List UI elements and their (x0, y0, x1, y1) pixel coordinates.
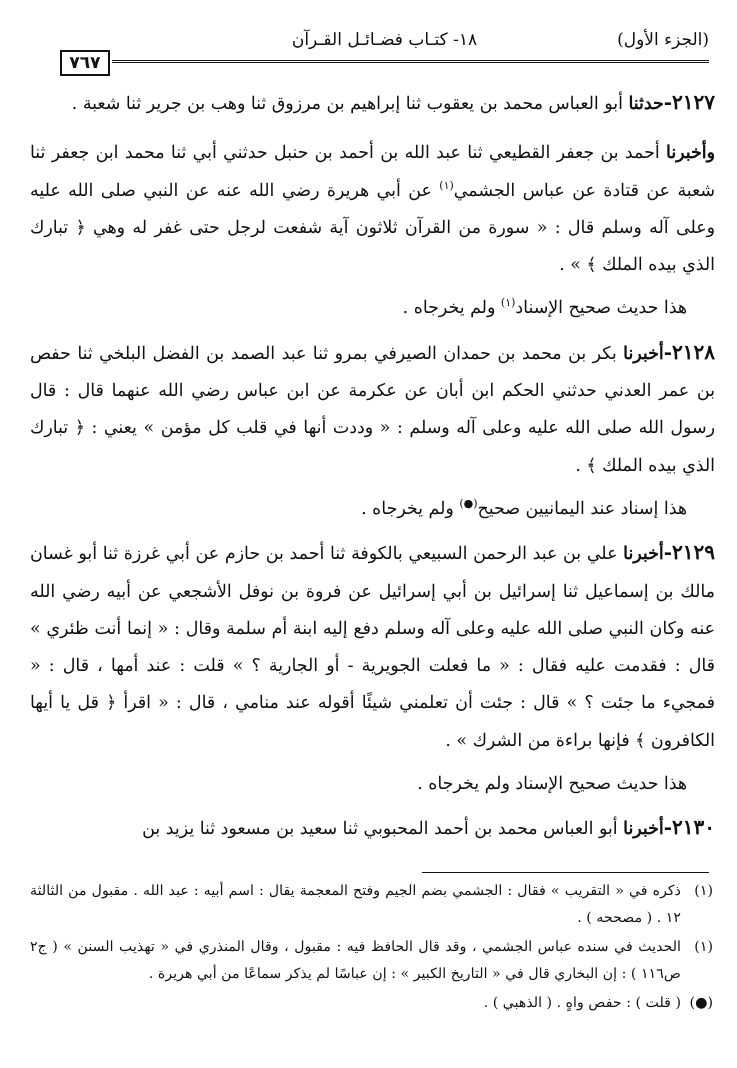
hadith-text: أبو العباس محمد بن أحمد المحبوبي ثنا سعيد بن مسعود ثنا يزيد بن (142, 819, 624, 840)
hadith-lead-word: وأخبرنا (666, 143, 715, 164)
header-rule (112, 60, 709, 63)
footnote-text: ذكره في « التقريب » فقال : الجشمي بضم الجيم وفتح المعجمة يقال : اسم أبيه : عبد الله . مقبول من الثالثة ١٢ . ( مصححه ) . (30, 883, 681, 926)
hadith-2128 (30, 334, 715, 485)
hadith-lead-word: حدثنا (628, 94, 664, 114)
footnote (30, 878, 713, 932)
hadith-text: بكر بن محمد بن حمدان الصيرفي بمرو ثنا عبد الصمد بن الفضل البلخي ثنا حفص بن عمر العدني حدثني الحكم ابن أبان عن عكرمة عن ابن عباس رضي الله عنهما قال : قال رسول الله صلى الله عليه وعلى آله وسلم : « وددت أنها في قلب كل مؤمن » يعني : ﴿ تبارك الذي بيده الملك ﴾ . (30, 343, 715, 476)
hadith-2127-isnad (30, 84, 715, 123)
footnote (30, 934, 713, 988)
footnote-text: الحديث في سنده عباس الجشمي ، وقد قال الحافظ فيه : مقبول ، وقال المنذري في « تهذيب السنن » ( ج٢ ص١١٦ ) : إن البخاري قال في « التاريخ الكبير » : إن عباسًا لم يذكر سماعًا من أبي هريرة . (30, 939, 681, 982)
verdict-text: ولم يخرجاه . (361, 498, 460, 519)
hadith-number: ٢١٢٨- (663, 339, 715, 364)
hadith-2130 (30, 809, 715, 848)
hadith-lead-word: أخبرنا (623, 819, 664, 840)
footnote-marker: (●) (689, 995, 713, 1011)
hadith-text: عن أبي هريرة رضي الله عنه عن النبي صلى الله عليه وعلى آله وسلم قال : « سورة من القرآن ثلاثون آية شفعت لرجل حتى غفر له وهي ﴿ تبارك الذي بيده الملك ﴾ » . (30, 180, 715, 276)
page-number: ٧٦٧ (60, 50, 110, 76)
hadith-2127-verdict (30, 290, 715, 327)
footnote (30, 990, 713, 1017)
verdict-text: هذا حديث صحيح الإسناد (515, 298, 687, 319)
hadith-2127-matn (30, 135, 715, 284)
verdict-text: ولم يخرجاه . (402, 298, 501, 319)
footnote-rule (422, 872, 709, 873)
footnote-text: ( قلت ) : حفص واهٍ . ( الذهبي ) . (483, 995, 681, 1011)
hadith-number: ٢١٢٧- (663, 90, 715, 114)
hadith-lead-word: أخبرنا (623, 343, 664, 364)
hadith-2129 (30, 534, 715, 760)
main-text (30, 84, 715, 849)
hadith-number: ٢١٢٩- (663, 540, 715, 565)
hadith-number: ٢١٣٠- (663, 815, 715, 840)
hadith-2128-verdict (30, 491, 715, 528)
verdict-text: هذا إسناد عند اليمانيين صحيح (477, 498, 687, 519)
book-title: ١٨- كتـاب فضـائـل القـرآن (291, 30, 478, 50)
hadith-text: أبو العباس محمد بن يعقوب ثنا إبراهيم بن مرزوق ثنا وهب بن جرير ثنا شعبة . (71, 94, 629, 114)
hadith-2129-verdict: هذا حديث صحيح الإسناد ولم يخرجاه . (417, 774, 687, 795)
footnote-ref[interactable]: (١) (439, 178, 454, 192)
footnotes (30, 878, 713, 1019)
hadith-text: أحمد بن جعفر القطيعي ثنا عبد الله بن أحمد بن حنبل حدثني أبي ثنا محمد ابن جعفر ثنا شعبة عن قتادة عن عباس الجشمي (30, 143, 715, 201)
footnote-marker: (١) (694, 939, 713, 955)
running-header (60, 30, 709, 56)
footnote-marker: (١) (694, 883, 713, 899)
footnote-ref[interactable]: (١) (500, 296, 516, 310)
volume-label: (الجزء الأول) (617, 30, 709, 50)
hadith-lead-word: أخبرنا (623, 544, 664, 565)
footnote-ref[interactable]: (●) (459, 497, 478, 511)
hadith-text: علي بن عبد الرحمن السبيعي بالكوفة ثنا أحمد بن حازم عن أبي غرزة ثنا أبو غسان مالك بن إسماعيل ثنا إسرائيل بن أبي إسرائيل عن فروة بن نوفل الأشجعي عن أبيه رضي الله عنه وكان النبي صلى الله عليه وعلى آله وسلم دفع إليه ابنة أم سلمة وقال : « إنما أنت ظئري » قال : فقدمت عليه فقال : « ما فعلت الجويرية - أو الجارية ؟ » قلت : عند أمها ، قال : « فمجيء ما جئت ؟ » قال : جئت أن تعلمني شيئًا أقوله عند منامي ، قال : « اقرأ ﴿ قل يا أيها الكافرون ﴾ فإنها براءة من الشرك » . (30, 544, 715, 751)
